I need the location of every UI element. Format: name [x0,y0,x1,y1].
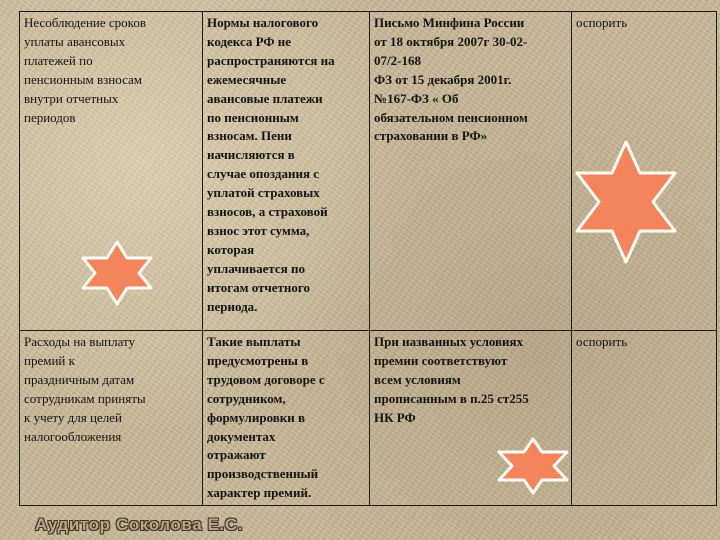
action-text: оспорить [576,334,628,349]
tax-code-norm-cell [203,12,370,331]
violation-cell [20,331,203,506]
reference-cell [370,12,572,331]
audit-findings-table [19,11,717,506]
tax-code-norm-cell [203,331,370,506]
table-row [20,12,717,331]
six-pointed-star-icon [496,437,570,495]
table-row [20,331,717,506]
reference-cell [370,331,572,506]
violation-text: Расходы на выплату премий к праздничным датам сотрудникам приняты к учету для целей налогообложения [24,334,146,444]
violation-cell [20,12,203,331]
tax-code-norm-text: Нормы налогового кодекса РФ не распространяются на ежемесячные авансовые платежи по пенсионным взносам. Пени начисляются в случае опоздания с уплатой страховых взносов, а страховой взнос этот сумма, которая уплачивается по итогам отчетного периода. [207,15,335,314]
reference-text: Письмо Минфина России от 18 октября 2007г 30-02- 07/2-168 ФЗ от 15 декабря 2001г. №167-ФЗ « Об обязательном пенсионном страховании в РФ» [374,15,528,144]
six-pointed-star-icon [574,140,678,264]
action-cell [572,12,717,331]
author-footer: Аудитор Соколова Е.С. [35,515,244,534]
tax-code-norm-text: Такие выплаты предусмотрены в трудовом договоре с сотрудником, формулировки в документах отражают производственный характер премий. [207,334,325,501]
action-text: оспорить [576,15,628,30]
violation-text: Несоблюдение сроков уплаты авансовых платежей по пенсионным взносам внутри отчетных периодов [24,15,146,125]
six-pointed-star-icon [79,240,155,306]
action-cell [572,331,717,506]
reference-text: При названных условиях премии соответствуют всем условиям прописанным в п.25 ст255 НК РФ [374,334,529,425]
